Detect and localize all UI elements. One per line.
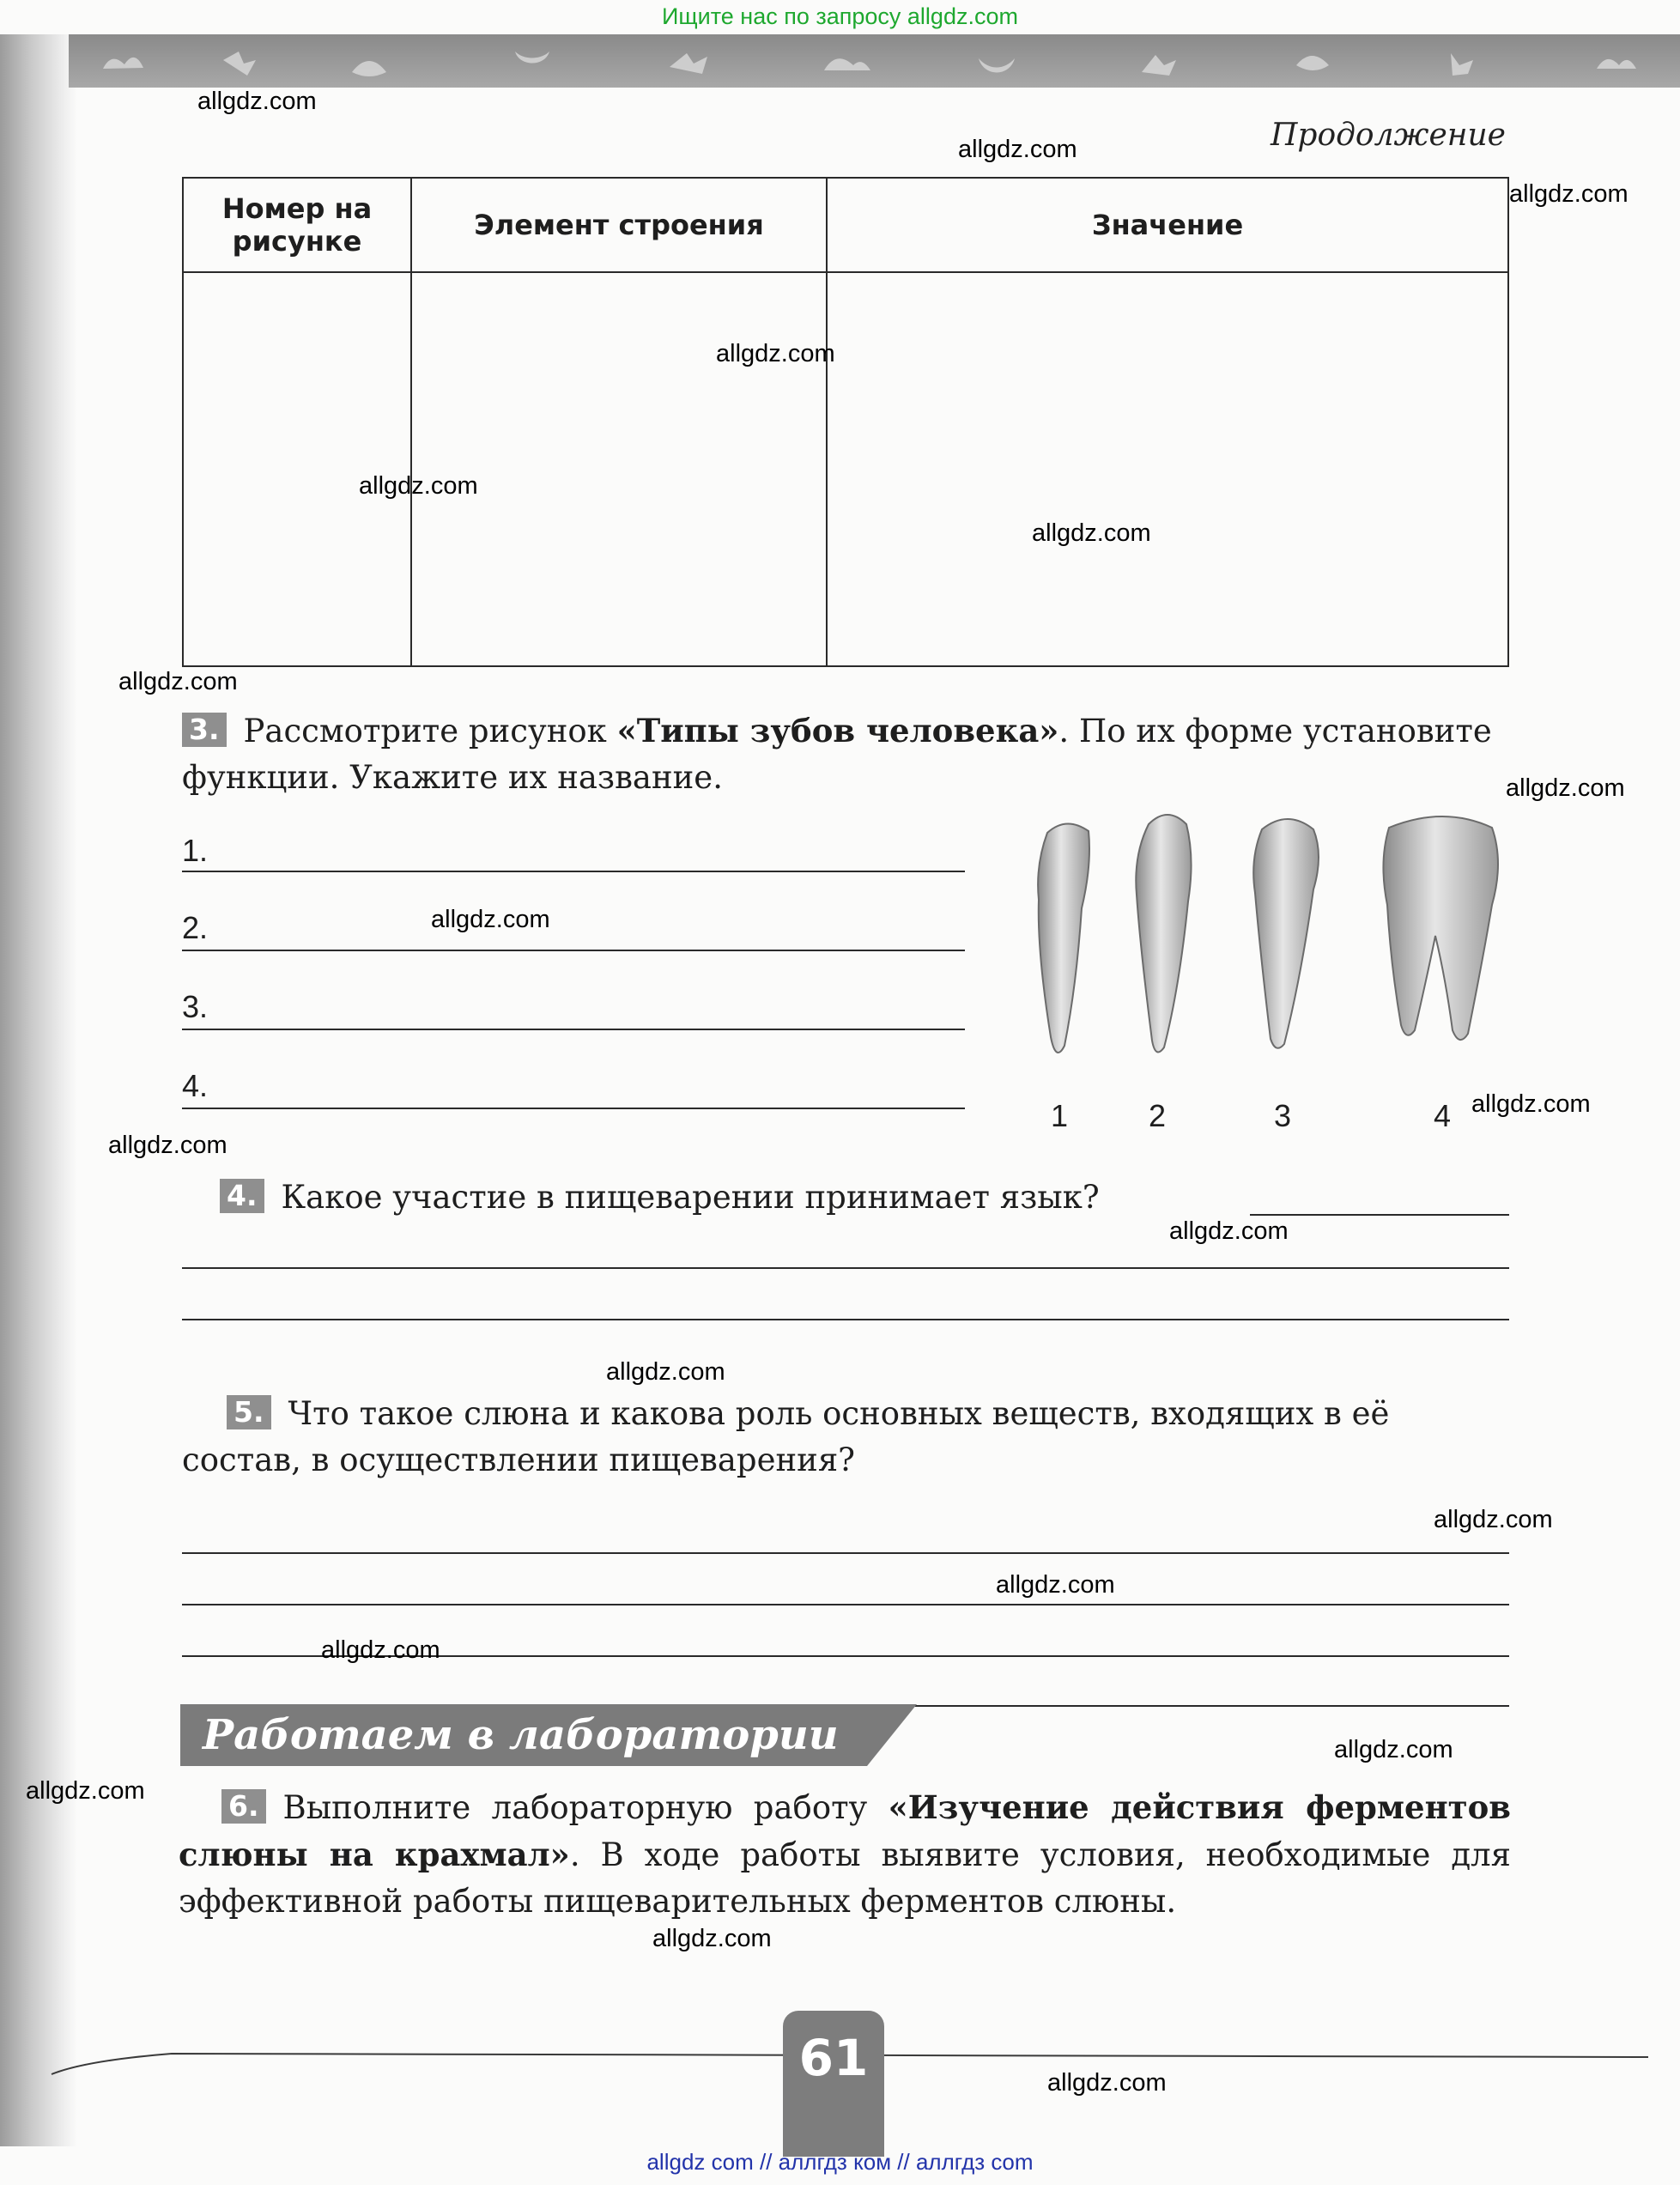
watermark-link[interactable]: allgdz.com <box>431 906 550 933</box>
answer-line[interactable] <box>182 1319 1509 1320</box>
watermark-link[interactable]: allgdz.com <box>321 1636 440 1664</box>
table-row <box>183 272 1508 666</box>
task-6-text-after: . В ходе работы выявите условия, необходимые для эффективной работы пищеварительных ферментов слюны. <box>179 1836 1511 1920</box>
table-cell-element[interactable] <box>411 272 827 666</box>
teeth-illustration <box>1022 807 1537 1108</box>
answer-line[interactable] <box>910 1705 1509 1707</box>
canine-tooth-icon <box>1136 815 1191 1052</box>
task-3-text <box>182 707 1511 801</box>
watermark-link[interactable]: allgdz.com <box>1509 180 1628 208</box>
watermark-link[interactable]: allgdz.com <box>606 1358 725 1386</box>
lab-banner-title: Работаем в лаборатории <box>203 1711 839 1759</box>
task-number-badge: 3. <box>182 713 227 747</box>
watermark-link[interactable]: allgdz.com <box>958 136 1077 163</box>
table-header-row <box>183 178 1508 272</box>
task-4-question: Какое участие в пищеварении принимает язык? <box>281 1179 1100 1216</box>
answer-line[interactable] <box>182 1029 965 1030</box>
watermark-link[interactable]: allgdz.com <box>359 472 478 500</box>
task-3-text-bold: «Типы зубов человека» <box>616 712 1059 750</box>
page-spine-shadow <box>0 34 77 2146</box>
answer-line[interactable] <box>182 1267 1509 1269</box>
task-number-badge: 5. <box>227 1395 271 1429</box>
task-3-text-before: Рассмотрите рисунок <box>243 713 617 750</box>
task-6-text <box>179 1784 1511 1925</box>
task-6-text-before: Выполните лабораторную работу <box>282 1789 889 1826</box>
watermark-link[interactable]: allgdz.com <box>197 88 317 115</box>
task-5-question: Что такое слюна и какова роль основных веществ, входящих в её состав, в осуществлении пищеварения? <box>182 1395 1390 1478</box>
table-cell-number[interactable] <box>183 272 411 666</box>
task-5-text <box>182 1391 1511 1484</box>
watermark-link[interactable]: allgdz.com <box>1032 519 1151 547</box>
premolar-tooth-icon <box>1253 819 1319 1048</box>
watermark-link[interactable]: allgdz.com <box>26 1777 145 1805</box>
table-header-cell: Элемент строения <box>411 178 827 272</box>
watermark-link[interactable]: allgdz.com <box>108 1132 227 1159</box>
watermark-link[interactable]: allgdz.com <box>1334 1736 1453 1763</box>
table-cell-meaning[interactable] <box>827 272 1508 666</box>
watermark-link[interactable]: allgdz.com <box>652 1925 772 1952</box>
answer-line[interactable] <box>182 1552 1509 1554</box>
answer-number: 3. <box>182 989 209 1024</box>
answer-number: 4. <box>182 1068 209 1103</box>
tooth-label-2: 2 <box>1149 1098 1167 1133</box>
tooth-label-4: 4 <box>1434 1098 1452 1133</box>
answer-line[interactable] <box>182 871 965 872</box>
watermark-link[interactable]: allgdz.com <box>118 668 238 695</box>
continuation-label: Продолжение <box>1271 118 1506 153</box>
watermark-link[interactable]: allgdz.com <box>1434 1506 1553 1533</box>
task-3-text-after: . По их форме установите функции. Укажите их название. <box>182 713 1492 796</box>
band-pattern <box>69 34 1680 88</box>
watermark-link[interactable]: allgdz.com <box>1506 774 1625 802</box>
task-6-text-bold: «Изучение действия ферментов слюны на крахмал» <box>179 1788 1511 1873</box>
answer-line[interactable] <box>182 1108 965 1109</box>
watermark-link[interactable]: allgdz.com <box>716 340 835 367</box>
structure-table <box>182 177 1509 667</box>
tooth-label-3: 3 <box>1274 1098 1292 1133</box>
answer-line[interactable] <box>1250 1214 1509 1216</box>
answer-number: 2. <box>182 910 209 945</box>
table-header-cell: Номер на рисунке <box>183 178 411 272</box>
answer-number: 1. <box>182 833 209 868</box>
molar-tooth-icon <box>1383 816 1498 1040</box>
watermark-link[interactable]: allgdz.com <box>1471 1090 1591 1118</box>
top-promo-link[interactable]: Ищите нас по запросу allgdz.com <box>662 3 1018 29</box>
watermark-link[interactable]: allgdz.com <box>1169 1217 1289 1245</box>
bottom-promo-links[interactable]: allgdz com // аллгдз ком // аллгдз com <box>646 2149 1034 2175</box>
task-number-badge: 4. <box>220 1179 264 1213</box>
top-decorative-band <box>69 34 1680 88</box>
tooth-label-1: 1 <box>1051 1098 1069 1133</box>
watermark-link[interactable]: allgdz.com <box>1047 2069 1167 2097</box>
page-number: 61 <box>798 2029 869 2087</box>
answer-line[interactable] <box>182 1604 1509 1605</box>
task-number-badge: 6. <box>221 1789 266 1824</box>
watermark-link[interactable]: allgdz.com <box>996 1571 1115 1599</box>
task-4-text <box>220 1174 1100 1221</box>
answer-line[interactable] <box>182 950 965 951</box>
table-header-cell: Значение <box>827 178 1508 272</box>
incisor-tooth-icon <box>1038 823 1089 1053</box>
